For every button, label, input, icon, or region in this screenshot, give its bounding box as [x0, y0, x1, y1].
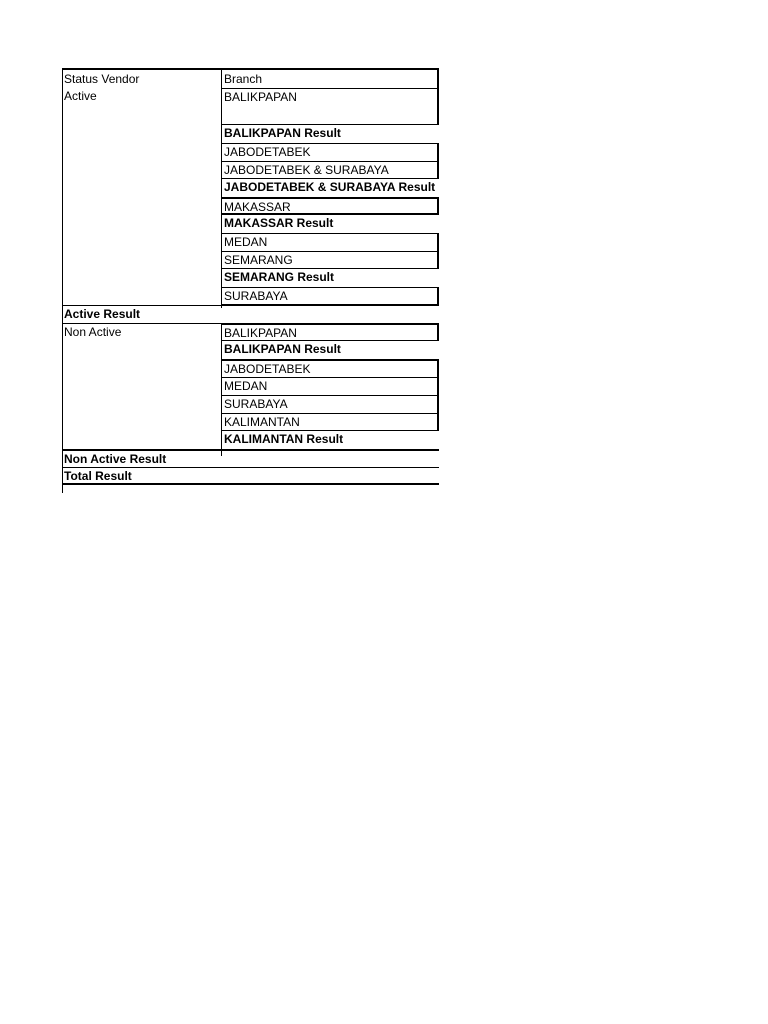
- branch-cell[interactable]: MEDAN: [221, 233, 439, 251]
- branch-cell[interactable]: JABODETABEK: [221, 143, 439, 161]
- branch-cell[interactable]: JABODETABEK & SURABAYA: [221, 161, 439, 179]
- table-row: [62, 431, 439, 449]
- status-cell-non-active[interactable]: Non Active: [64, 325, 122, 339]
- table-row: [62, 161, 439, 179]
- table-row: [62, 125, 439, 143]
- group-total-row: [62, 305, 439, 323]
- status-cell-empty[interactable]: [62, 359, 221, 377]
- column-divider: [221, 68, 222, 308]
- group-total-row: [62, 449, 439, 467]
- status-cell-empty[interactable]: [62, 269, 221, 287]
- table-row: [62, 143, 439, 161]
- branch-result-cell[interactable]: SEMARANG Result: [221, 269, 439, 287]
- branch-result-cell[interactable]: BALIKPAPAN Result: [221, 125, 439, 143]
- status-cell-empty[interactable]: [62, 377, 221, 395]
- branch-cell[interactable]: MEDAN: [221, 377, 439, 395]
- status-cell-empty[interactable]: [62, 215, 221, 233]
- grand-total-row: [62, 467, 439, 485]
- branch-result-cell[interactable]: BALIKPAPAN Result: [221, 341, 439, 359]
- branch-cell[interactable]: SURABAYA: [221, 395, 439, 413]
- branch-result-cell[interactable]: JABODETABEK & SURABAYA Result: [221, 179, 439, 197]
- status-cell-empty[interactable]: [62, 125, 221, 143]
- status-cell-empty[interactable]: [62, 251, 221, 269]
- status-cell-empty[interactable]: [62, 179, 221, 197]
- header-row: [62, 68, 439, 88]
- status-cell-empty[interactable]: [62, 395, 221, 413]
- column-divider: [62, 68, 63, 493]
- table-row: [62, 323, 439, 341]
- table-row: [62, 377, 439, 395]
- table-row: [62, 395, 439, 413]
- total-result-cell[interactable]: Total Result: [64, 469, 132, 483]
- table-row: [62, 215, 439, 233]
- table-row: [62, 233, 439, 251]
- status-cell-empty[interactable]: [62, 431, 221, 449]
- status-cell-active[interactable]: Active: [64, 89, 97, 103]
- table-row: [62, 251, 439, 269]
- table-row: [62, 197, 439, 215]
- table-row: [62, 341, 439, 359]
- branch-result-cell[interactable]: KALIMANTAN Result: [221, 431, 439, 449]
- status-cell-empty[interactable]: [62, 341, 221, 359]
- status-cell-empty[interactable]: [62, 233, 221, 251]
- branch-cell[interactable]: BALIKPAPAN: [221, 88, 439, 125]
- table-row: [62, 179, 439, 197]
- status-cell-empty[interactable]: [62, 143, 221, 161]
- branch-cell[interactable]: MAKASSAR: [221, 197, 439, 215]
- table-row: [62, 413, 439, 431]
- pivot-table: [62, 68, 439, 485]
- table-row: [62, 287, 439, 305]
- branch-cell[interactable]: JABODETABEK: [221, 359, 439, 377]
- status-cell-empty[interactable]: [62, 287, 221, 305]
- header-status-vendor[interactable]: Status Vendor: [64, 72, 140, 86]
- branch-cell[interactable]: BALIKPAPAN: [221, 324, 439, 341]
- column-divider: [221, 326, 222, 456]
- status-cell-empty[interactable]: [62, 413, 221, 431]
- branch-cell[interactable]: SEMARANG: [221, 251, 439, 269]
- header-branch[interactable]: Branch: [221, 70, 439, 88]
- active-result-cell[interactable]: Active Result: [64, 307, 141, 321]
- branch-cell[interactable]: KALIMANTAN: [221, 413, 439, 431]
- status-cell-empty[interactable]: [62, 197, 221, 215]
- non-active-result-cell[interactable]: Non Active Result: [64, 452, 167, 466]
- status-cell-empty[interactable]: [62, 161, 221, 179]
- table-row: [62, 88, 439, 125]
- table-row: [62, 269, 439, 287]
- table-row: [62, 359, 439, 377]
- branch-result-cell[interactable]: MAKASSAR Result: [221, 215, 439, 233]
- branch-cell[interactable]: SURABAYA: [221, 287, 439, 305]
